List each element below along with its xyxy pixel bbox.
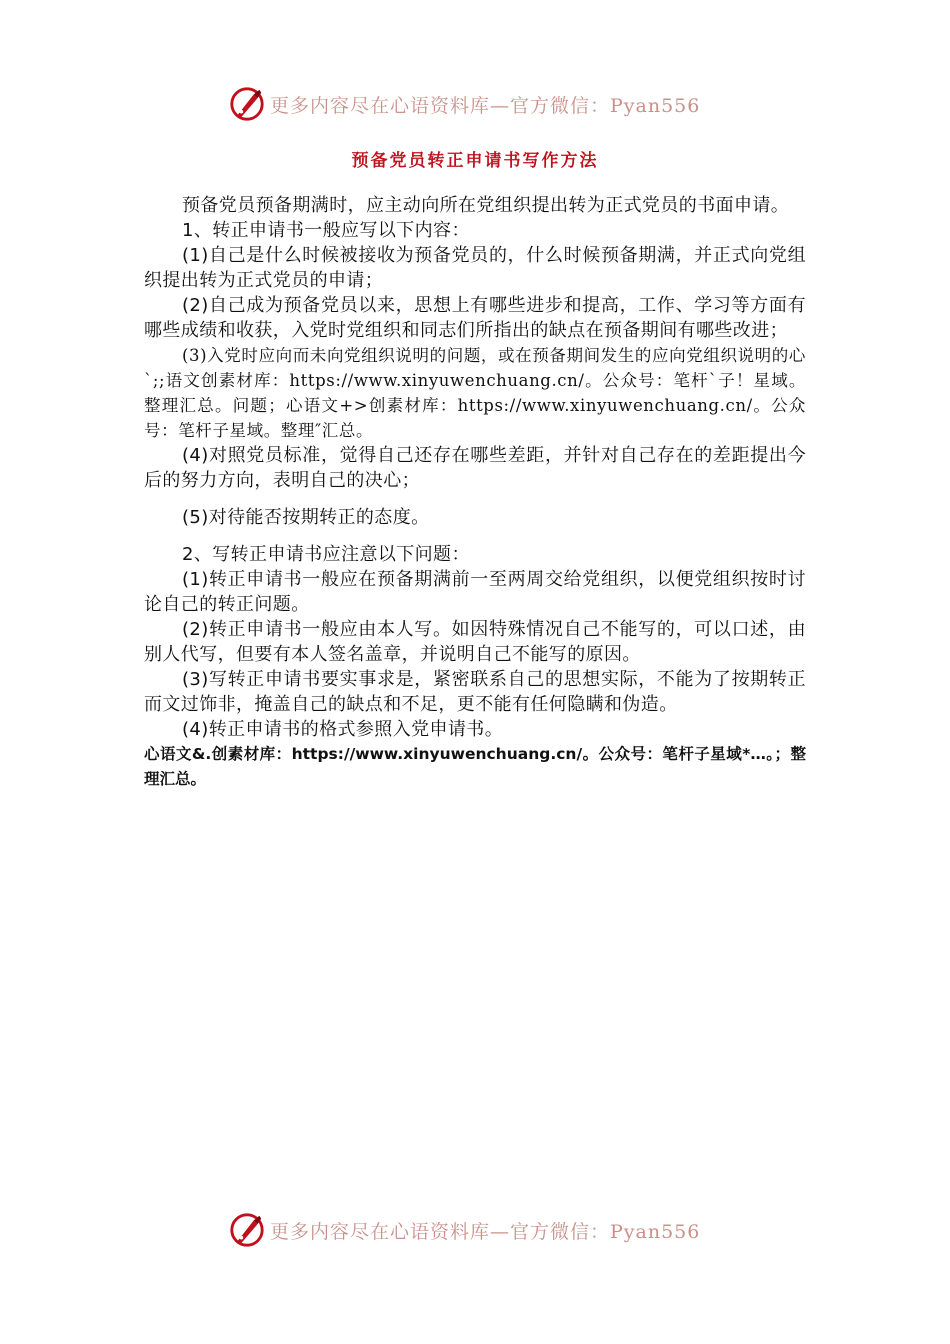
- paragraph-item: (1)转正申请书一般应在预备期满前一至两周交给党组织，以便党组织按时讨论自己的转正问题。: [144, 569, 806, 615]
- paragraph-item: (4)对照党员标准，觉得自己还存在哪些差距，并针对自己存在的差距提出今后的努力方向，表明自己的决心；: [144, 445, 806, 491]
- paragraph-item: (2)自己成为预备党员以来，思想上有哪些进步和提高，工作、学习等方面有哪些成绩和收获，入党时党组织和同志们所指出的缺点在预备期间有哪些改进；: [144, 295, 806, 341]
- paragraph-item: (4)转正申请书的格式参照入党申请书。: [182, 719, 504, 740]
- document-title: 预备党员转正申请书写作方法: [351, 151, 599, 171]
- pen-nib-logo-icon: [228, 1211, 266, 1249]
- paragraph-section-1: 1、转正申请书一般应写以下内容：: [182, 220, 470, 241]
- header-banner: [228, 84, 748, 124]
- paragraph-item: (2)转正申请书一般应由本人写。如因特殊情况自己不能写的，可以口述，由别人代写，但要有本人签名盖章，并说明自己不能写的原因。: [144, 619, 806, 665]
- paragraph-item: (1)自己是什么时候被接收为预备党员的，什么时候预备期满，并正式向党组织提出转为正式党员的申请；: [144, 245, 806, 291]
- paragraph-item: (3)写转正申请书要实事求是，紧密联系自己的思想实际，不能为了按期转正而文过饰非，掩盖自己的缺点和不足，更不能有任何隐瞒和伪造。: [144, 669, 806, 715]
- pen-nib-logo-icon: [228, 85, 266, 123]
- header-banner-text: 更多内容尽在心语资料库—官方微信：Pyan556: [270, 94, 701, 117]
- paragraph-item: (5)对待能否按期转正的态度。: [182, 507, 430, 528]
- paragraph-item-serif: (3)入党时应向而未向党组织说明的问题，或在预备期间发生的应向党组织说明的心`;;语文创素材库：https://www.xinyuwenchuang.cn/。公众号：笔杆`子！星域。整理汇总。问题；心语文+>创素材库：https://www.xinyuwenchuang.cn/。公众号：笔杆子星域。整理″汇总。: [144, 346, 806, 440]
- footer-banner-text: 更多内容尽在心语资料库—官方微信：Pyan556: [270, 1220, 701, 1243]
- document-body: [144, 193, 806, 792]
- paragraph-source-note: 心语文&.创素材库：https://www.xinyuwenchuang.cn/。公众号：笔杆子星域*…。；整理汇总。: [144, 745, 806, 788]
- paragraph-intro: 预备党员预备期满时，应主动向所在党组织提出转为正式党员的书面申请。: [182, 195, 790, 216]
- paragraph-section-2: 2、写转正申请书应注意以下问题：: [182, 544, 470, 565]
- footer-banner: [228, 1210, 748, 1250]
